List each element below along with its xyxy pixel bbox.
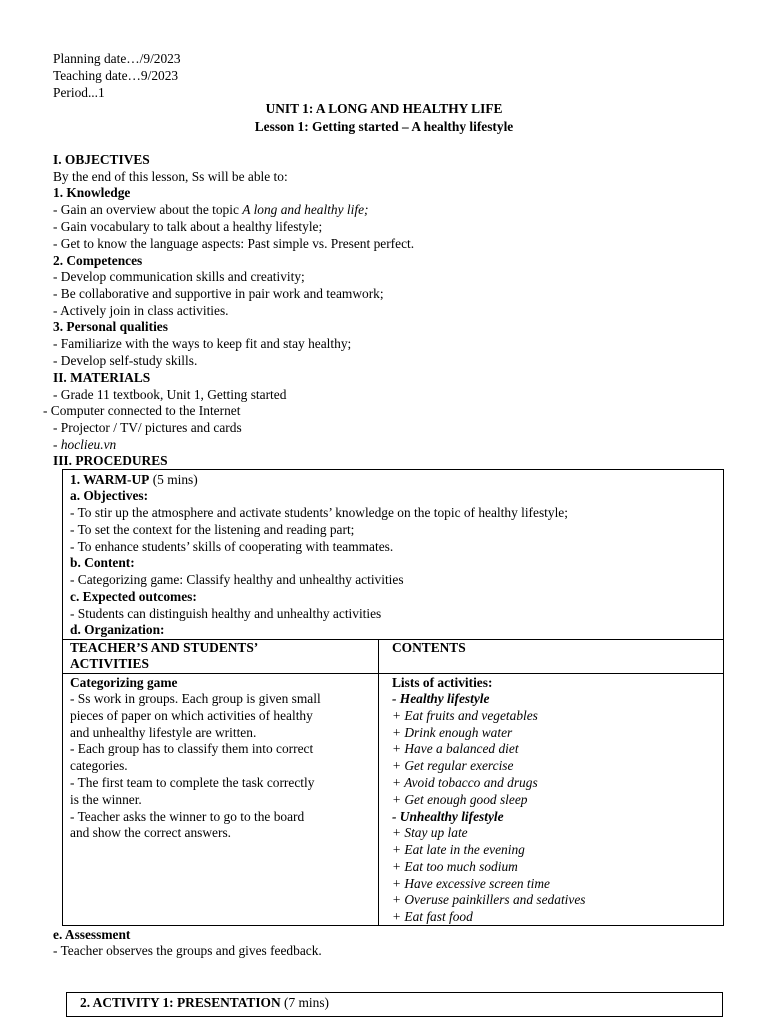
game-line: - Ss work in groups. Each group is given small (70, 691, 321, 706)
planning-date: Planning date…/9/2023 (53, 51, 181, 66)
materials-item-website (53, 437, 116, 453)
game-line: - Teacher asks the winner to go to the board (70, 809, 305, 824)
unit-title: UNIT 1: A LONG AND HEALTHY LIFE (265, 101, 503, 116)
warmup-outcomes-heading: c. Expected outcomes: (70, 589, 197, 604)
game-line: categories. (70, 758, 128, 773)
game-line: pieces of paper on which activities of healthy (70, 708, 313, 723)
unhealthy-item: + Eat fast food (392, 909, 473, 924)
knowledge-heading: 1. Knowledge (53, 185, 131, 200)
game-line: - Each group has to classify them into correct (70, 741, 314, 756)
game-line: and show the correct answers. (70, 825, 232, 840)
table-column-divider (378, 639, 379, 926)
competences-item: - Actively join in class activities. (53, 303, 229, 318)
table-header-contents: CONTENTS (392, 640, 466, 655)
activity1-title-text: 2. ACTIVITY 1: PRESENTATION (80, 995, 281, 1010)
period: Period...1 (53, 85, 105, 100)
warmup-outcomes: - Students can distinguish healthy and unhealthy activities (70, 606, 382, 621)
warmup-title (70, 472, 198, 488)
knowledge-item-1-topic: A long and healthy life; (242, 202, 369, 217)
game-line: and unhealthy lifestyle are written. (70, 725, 257, 740)
warmup-objective: - To stir up the atmosphere and activate students’ knowledge on the topic of healthy lifestyle; (70, 505, 568, 520)
table-divider-header (62, 673, 724, 674)
warmup-time: (5 mins) (149, 472, 198, 487)
procedures-heading: III. PROCEDURES (53, 453, 168, 468)
warmup-title-text: 1. WARM-UP (70, 472, 150, 487)
warmup-objective: - To set the context for the listening and reading part; (70, 522, 355, 537)
assessment-heading: e. Assessment (53, 927, 131, 942)
activity1-title (80, 995, 329, 1011)
materials-item: - Grade 11 textbook, Unit 1, Getting started (53, 387, 287, 402)
objectives-heading: I. OBJECTIVES (53, 152, 150, 167)
competences-item: - Develop communication skills and creativity; (53, 269, 305, 284)
healthy-heading: - Healthy lifestyle (392, 691, 490, 706)
materials-item-site: hoclieu.vn (60, 437, 117, 452)
game-line: - The first team to complete the task correctly (70, 775, 315, 790)
warmup-content: - Categorizing game: Classify healthy and unhealthy activities (70, 572, 404, 587)
game-title: Categorizing game (70, 675, 178, 690)
healthy-item: + Get enough good sleep (392, 792, 528, 807)
unhealthy-item: + Overuse painkillers and sedatives (392, 892, 586, 907)
table-header-activities: TEACHER’S AND STUDENTS’ (70, 640, 259, 655)
game-line: is the winner. (70, 792, 142, 807)
materials-item: - Projector / TV/ pictures and cards (53, 420, 242, 435)
materials-heading: II. MATERIALS (53, 370, 151, 385)
unhealthy-item: + Have excessive screen time (392, 876, 550, 891)
unhealthy-item: + Eat late in the evening (392, 842, 525, 857)
qualities-heading: 3. Personal qualities (53, 319, 168, 334)
activity1-time: (7 mins) (280, 995, 330, 1010)
unhealthy-heading: - Unhealthy lifestyle (392, 809, 504, 824)
knowledge-item-1-prefix: - Gain an overview about the topic (53, 202, 243, 217)
lesson-title: Lesson 1: Getting started – A healthy lifestyle (254, 119, 514, 134)
knowledge-item-2: - Gain vocabulary to talk about a healthy lifestyle; (53, 219, 323, 234)
healthy-item: + Get regular exercise (392, 758, 514, 773)
warmup-content-heading: b. Content: (70, 555, 135, 570)
warmup-objectives-heading: a. Objectives: (70, 488, 149, 503)
healthy-item: + Avoid tobacco and drugs (392, 775, 538, 790)
competences-item: - Be collaborative and supportive in pair work and teamwork; (53, 286, 384, 301)
healthy-item: + Have a balanced diet (392, 741, 519, 756)
materials-item-dash: - (53, 437, 61, 452)
warmup-objective: - To enhance students’ skills of cooperating with teammates. (70, 539, 394, 554)
unhealthy-item: + Eat too much sodium (392, 859, 518, 874)
table-header-activities-line2: ACTIVITIES (70, 656, 149, 671)
healthy-item: + Drink enough water (392, 725, 513, 740)
objectives-intro: By the end of this lesson, Ss will be able to: (53, 169, 288, 184)
unhealthy-item: + Stay up late (392, 825, 468, 840)
healthy-item: + Eat fruits and vegetables (392, 708, 538, 723)
assessment-text: - Teacher observes the groups and gives feedback. (53, 943, 322, 958)
teaching-date: Teaching date…9/2023 (53, 68, 179, 83)
materials-item: - Computer connected to the Internet (43, 403, 241, 418)
qualities-item: - Develop self-study skills. (53, 353, 198, 368)
warmup-organization-heading: d. Organization: (70, 622, 165, 637)
lists-heading: Lists of activities: (392, 675, 493, 690)
qualities-item: - Familiarize with the ways to keep fit and stay healthy; (53, 336, 352, 351)
knowledge-item-3: - Get to know the language aspects: Past simple vs. Present perfect. (53, 236, 415, 251)
competences-heading: 2. Competences (53, 253, 143, 268)
knowledge-item-1 (53, 202, 368, 218)
